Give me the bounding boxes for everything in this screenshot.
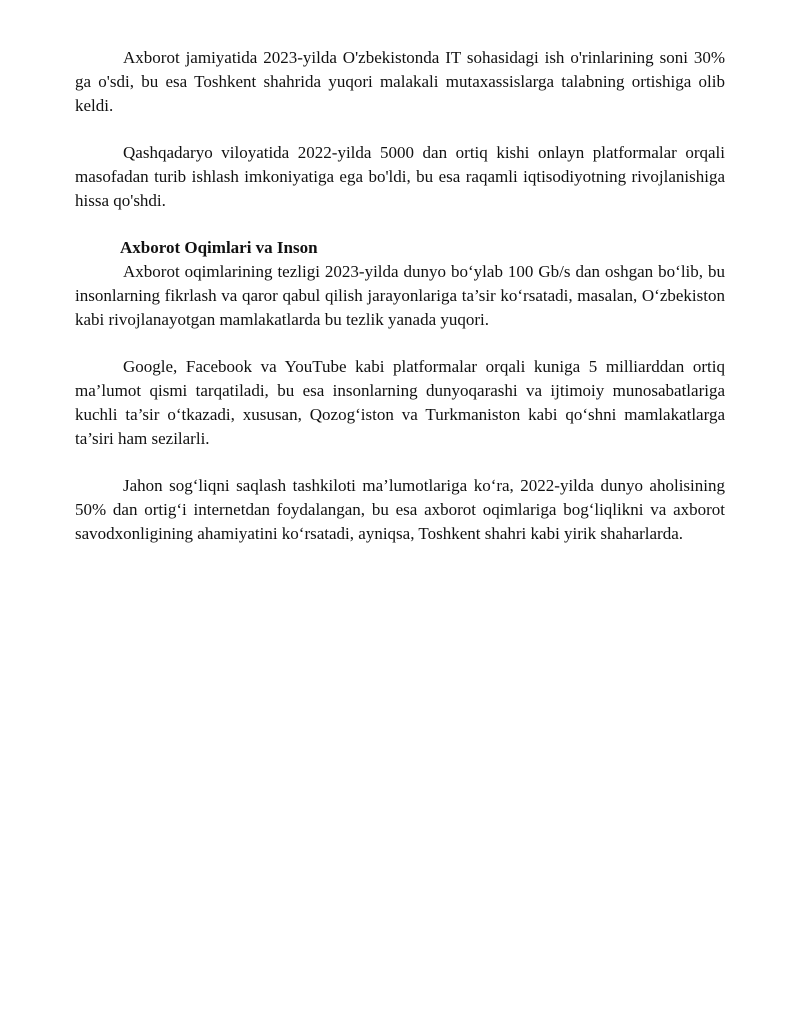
paragraph-it-jobs: Axborot jamiyatida 2023-yilda O'zbekistonda IT sohasidagi ish o'rinlarining soni 30% ga o'sdi, bu esa Toshkent shahrida yuqori malakali mutaxassislarga talabning ortishiga olib keldi. — [75, 48, 725, 115]
paragraph-information-speed: Axborot oqimlarining tezligi 2023-yilda dunyo bo‘ylab 100 Gb/s dan oshgan bo‘lib, bu insonlarning fikrlash va qaror qabul qilish jarayonlariga ta’sir ko‘rsatadi, masalan, O‘zbekiston kabi rivojlanayotgan mamlakatlarda bu tezlik yanada yuqori. — [75, 262, 725, 329]
paragraph-remote-work: Qashqadaryo viloyatida 2022-yilda 5000 dan ortiq kishi onlayn platformalar orqali masofadan turib ishlash imkoniyatiga ega bo'ldi, bu esa raqamli iqtisodiyotning rivojlanishiga hissa qo'shdi. — [75, 143, 725, 210]
document-page — [75, 46, 725, 546]
paragraph-spacer — [75, 118, 725, 141]
paragraph-spacer — [75, 213, 725, 236]
section-heading: Axborot Oqimlari va Inson — [120, 238, 318, 257]
paragraph-spacer — [75, 451, 725, 474]
paragraph-spacer — [75, 332, 725, 355]
paragraph-platforms: Google, Facebook va YouTube kabi platformalar orqali kuniga 5 milliarddan ortiq ma’lumot qismi tarqatiladi, bu esa insonlarning dunyoqarashi va ijtimoiy munosabatlariga kuchli ta’sir o‘tkazadi, xususan, Qozog‘iston va Turkmaniston kabi qo‘shni mamlakatlarga ta’siri ham sezilarli. — [75, 357, 725, 448]
paragraph-internet-usage: Jahon sog‘liqni saqlash tashkiloti ma’lumotlariga ko‘ra, 2022-yilda dunyo aholisining 50% dan ortig‘i internetdan foydalangan, bu esa axborot oqimlariga bog‘liqlikni va axborot savodxonligining ahamiyatini ko‘rsatadi, ayniqsa, Toshkent shahri kabi yirik shaharlarda. — [75, 476, 725, 543]
